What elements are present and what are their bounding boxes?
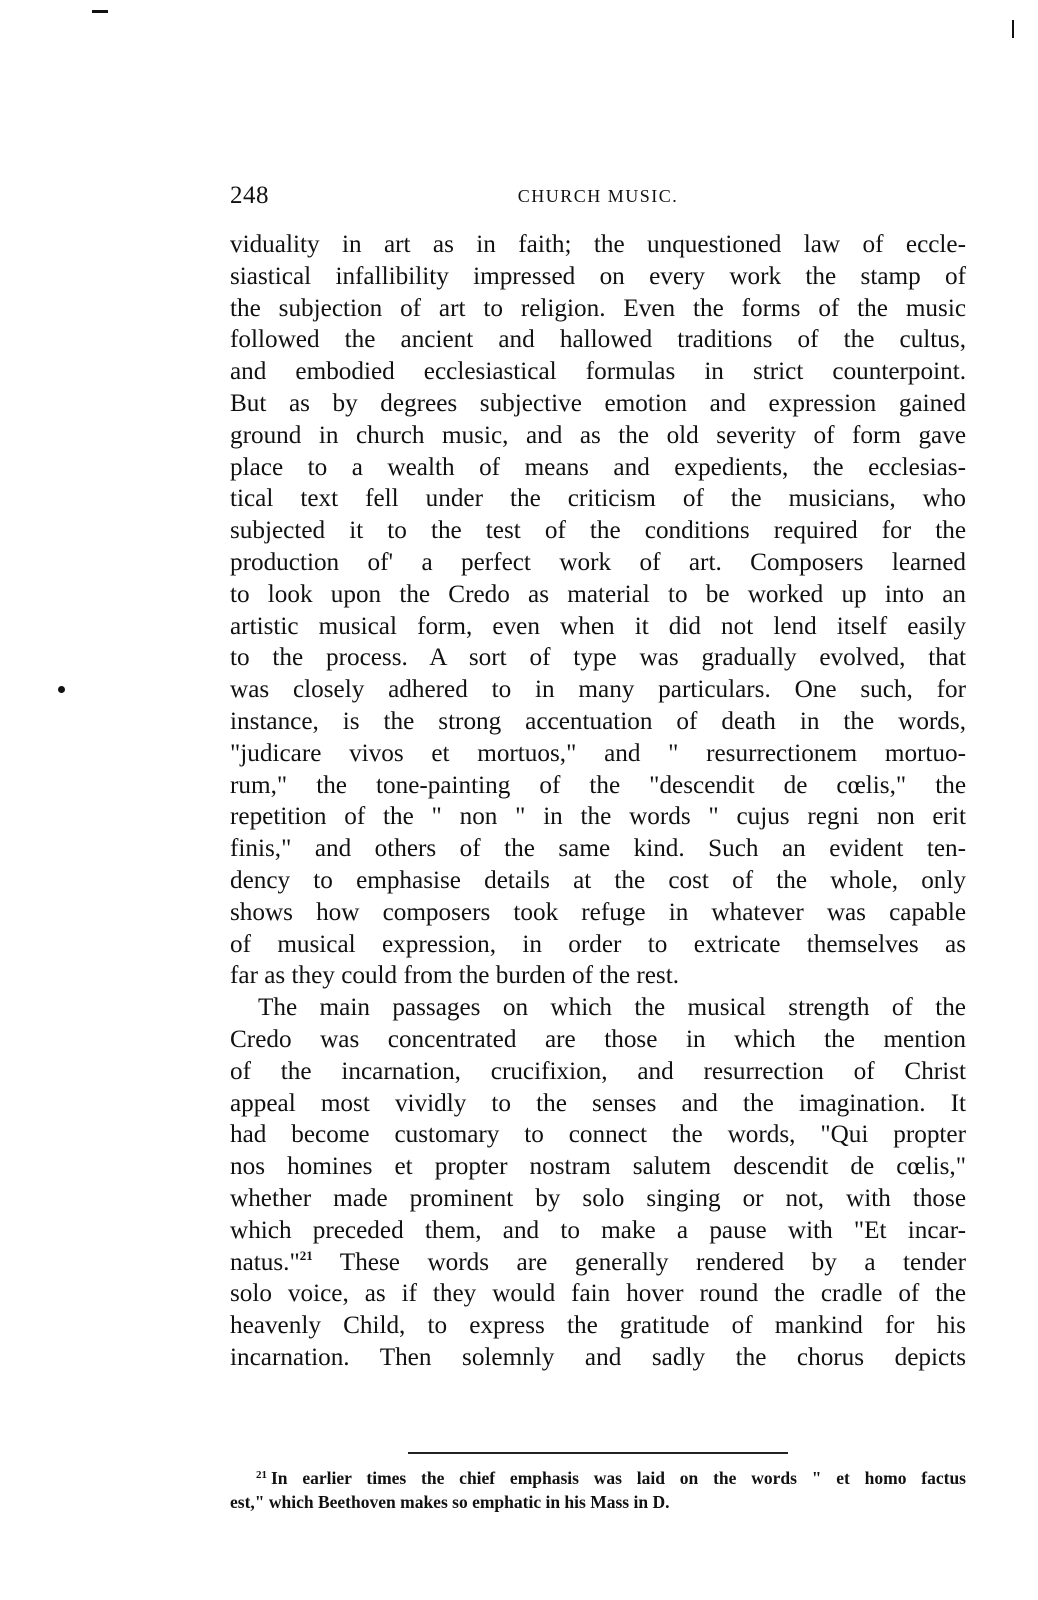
footnote-reference[interactable]: 21 bbox=[299, 1247, 313, 1263]
text-line: to look upon the Credo as material to be worked up into an bbox=[230, 580, 966, 608]
text-line: far as they could from the burden of the rest. bbox=[230, 962, 680, 990]
body-text bbox=[230, 229, 966, 1374]
text-line: Credo was concentrated are those in which the mention bbox=[230, 1025, 966, 1053]
text-line-with-footnote-ref bbox=[230, 1247, 966, 1279]
text-line: subjected it to the test of the conditions required for the bbox=[230, 517, 966, 545]
text-line: The main passages on which the musical strength of the bbox=[258, 994, 966, 1022]
text-line: shows how composers took refuge in whatever was capable bbox=[230, 898, 966, 926]
text-line: dency to emphasise details at the cost of the whole, only bbox=[230, 866, 966, 894]
text-line: of the incarnation, crucifixion, and resurrection of Christ bbox=[230, 1057, 966, 1085]
paragraph-1 bbox=[230, 229, 966, 992]
line-text-before: natus." bbox=[230, 1248, 300, 1276]
footnotes bbox=[230, 1466, 966, 1514]
text-line: repetition of the " non " in the words " cujus regni non erit bbox=[230, 803, 966, 831]
text-line: and embodied ecclesiastical formulas in strict counterpoint. bbox=[230, 358, 966, 386]
scan-artifact-top-left bbox=[92, 10, 108, 13]
text-line: appeal most vividly to the senses and the imagination. It bbox=[230, 1089, 966, 1117]
text-line: was closely adhered to in many particulars. One such, for bbox=[230, 676, 966, 704]
text-line: artistic musical form, even when it did not lend itself easily bbox=[230, 612, 966, 640]
running-head: CHURCH MUSIC. bbox=[517, 186, 679, 206]
text-line: ground in church music, and as the old severity of form gave bbox=[230, 421, 966, 449]
scan-artifact-top-right bbox=[1012, 20, 1014, 38]
text-line: siastical infallibility impressed on every work the stamp of bbox=[230, 262, 966, 290]
footnote-divider bbox=[408, 1452, 788, 1454]
footnote-line bbox=[230, 1466, 966, 1490]
text-line: finis," and others of the same kind. Such an evident ten- bbox=[230, 835, 966, 863]
text-line: incarnation. Then solemnly and sadly the chorus depicts bbox=[230, 1343, 966, 1371]
scan-dot-left bbox=[58, 686, 65, 693]
text-line: solo voice, as if they would fain hover round the cradle of the bbox=[230, 1280, 966, 1308]
paragraph-2 bbox=[230, 992, 966, 1374]
text-line: to the process. A sort of type was gradually evolved, that bbox=[230, 644, 966, 672]
line-text-after: These words are generally rendered by a tender bbox=[312, 1248, 966, 1276]
text-line: which preceded them, and to make a pause with "Et incar- bbox=[230, 1216, 966, 1244]
text-line: rum," the tone-painting of the "descendit de cœlis," the bbox=[230, 771, 966, 799]
page-header bbox=[230, 182, 966, 216]
text-line: tical text fell under the criticism of the musicians, who bbox=[230, 485, 966, 513]
text-line: production of' a perfect work of art. Composers learned bbox=[230, 548, 966, 576]
page-number: 248 bbox=[230, 182, 269, 209]
footnote-mark: 21 bbox=[256, 1469, 267, 1481]
footnote-line: est," which Beethoven makes so emphatic in his Mass in D. bbox=[230, 1492, 670, 1512]
footnote-text: In earlier times the chief emphasis was laid on the words " et homo factus bbox=[271, 1468, 966, 1488]
text-line: the subjection of art to religion. Even the forms of the music bbox=[230, 294, 966, 322]
text-line: followed the ancient and hallowed traditions of the cultus, bbox=[230, 326, 966, 354]
text-line: But as by degrees subjective emotion and expression gained bbox=[230, 389, 966, 417]
text-line: of musical expression, in order to extricate themselves as bbox=[230, 930, 966, 958]
text-line: "judicare vivos et mortuos," and " resurrectionem mortuo- bbox=[230, 739, 966, 767]
text-line: place to a wealth of means and expedients, the ecclesias- bbox=[230, 453, 966, 481]
text-line: instance, is the strong accentuation of death in the words, bbox=[230, 707, 966, 735]
text-line: whether made prominent by solo singing or not, with those bbox=[230, 1184, 966, 1212]
text-line: viduality in art as in faith; the unquestioned law of eccle- bbox=[230, 231, 966, 258]
text-line: nos homines et propter nostram salutem descendit de cœlis," bbox=[230, 1153, 966, 1181]
text-line: had become customary to connect the words, "Qui propter bbox=[230, 1121, 966, 1149]
text-line: heavenly Child, to express the gratitude of mankind for his bbox=[230, 1312, 966, 1340]
